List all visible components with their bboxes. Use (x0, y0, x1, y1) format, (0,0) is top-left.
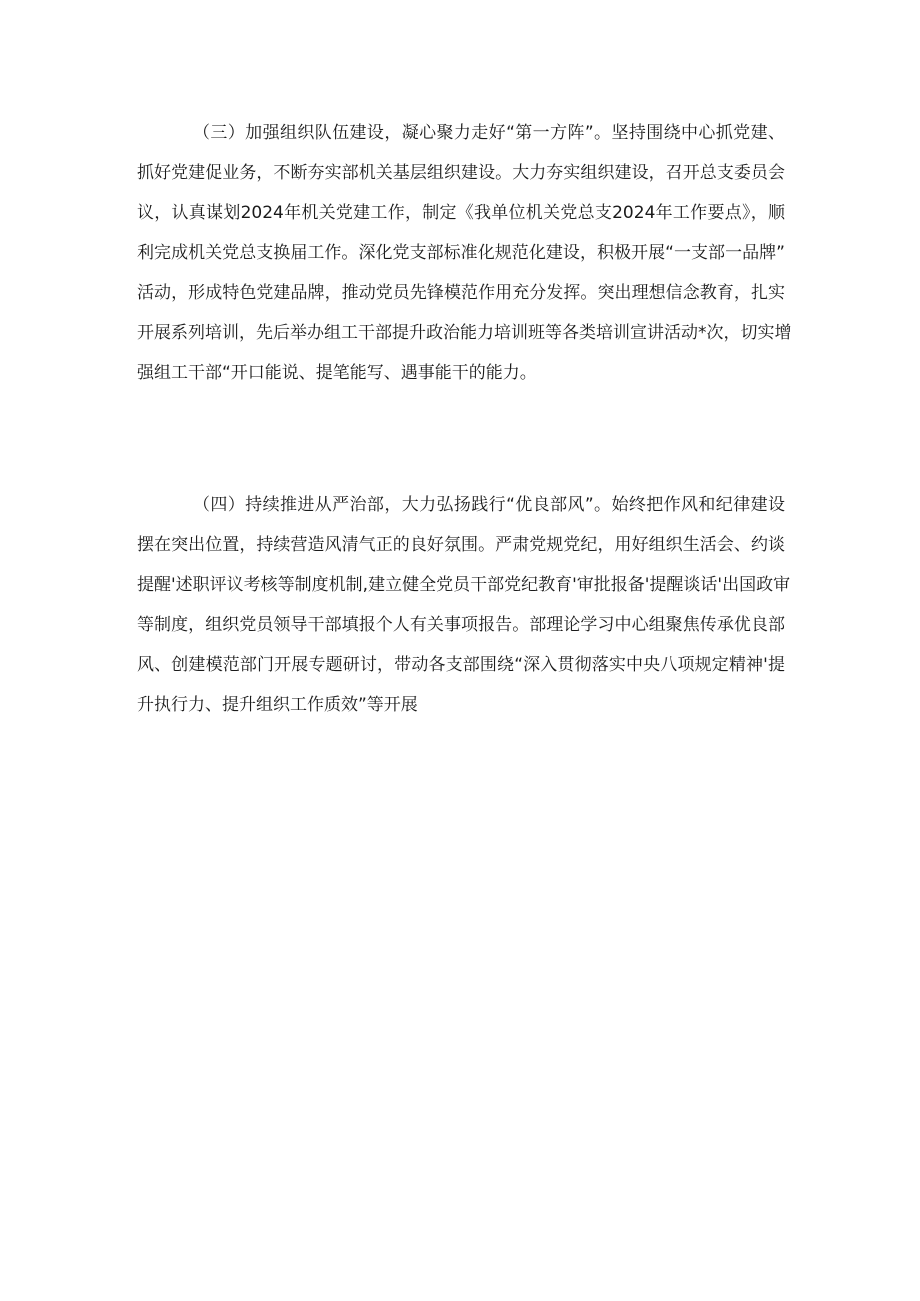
text-line: 摆在突出位置，持续营造风清气正的良好氛围。严肃党规党纪，用好组织生活会、约谈 (137, 535, 785, 555)
text-line: 强组工干部“开口能说、提笔能写、遇事能干的能力。 (137, 363, 537, 383)
text-line: 利完成机关党总支换届工作。深化党支部标准化规范化建设，积极开展“一支部一品牌” (137, 243, 785, 263)
text-line: 风、创建模范部门开展专题研讨，带动各支部围绕“深入贯彻落实中央八项规定精神'提 (137, 655, 785, 675)
text-line: 议，认真谋划2024年机关党建工作，制定《我单位机关党总支2024年工作要点》，顺 (137, 203, 785, 223)
text-line: 等制度，组织党员领导干部填报个人有关事项报告。部理论学习中心组聚焦传承优良部 (137, 615, 785, 635)
text-line: 活动，形成特色党建品牌，推动党员先锋模范作用充分发挥。突出理想信念教育，扎实 (137, 283, 785, 303)
text-line: 抓好党建促业务，不断夯实部机关基层组织建设。大力夯实组织建设，召开总支委员会 (137, 163, 785, 183)
text-line: （四）持续推进从严治部，大力弘扬践行“优良部风”。始终把作风和纪律建设 (193, 495, 785, 515)
text-line: 升执行力、提升组织工作质效”等开展 (137, 695, 418, 715)
text-line: 提醒'述职评议考核等制度机制,建立健全党员干部党纪教育'审批报备'提醒谈话'出国政审 (137, 575, 791, 595)
text-line: （三）加强组织队伍建设，凝心聚力走好“第一方阵”。坚持围绕中心抓党建、 (193, 123, 785, 143)
text-line: 开展系列培训，先后举办组工干部提升政治能力培训班等各类培训宣讲活动*次，切实增 (137, 323, 792, 343)
paragraph-section-4 (137, 485, 791, 725)
paragraph-section-3 (137, 113, 792, 393)
